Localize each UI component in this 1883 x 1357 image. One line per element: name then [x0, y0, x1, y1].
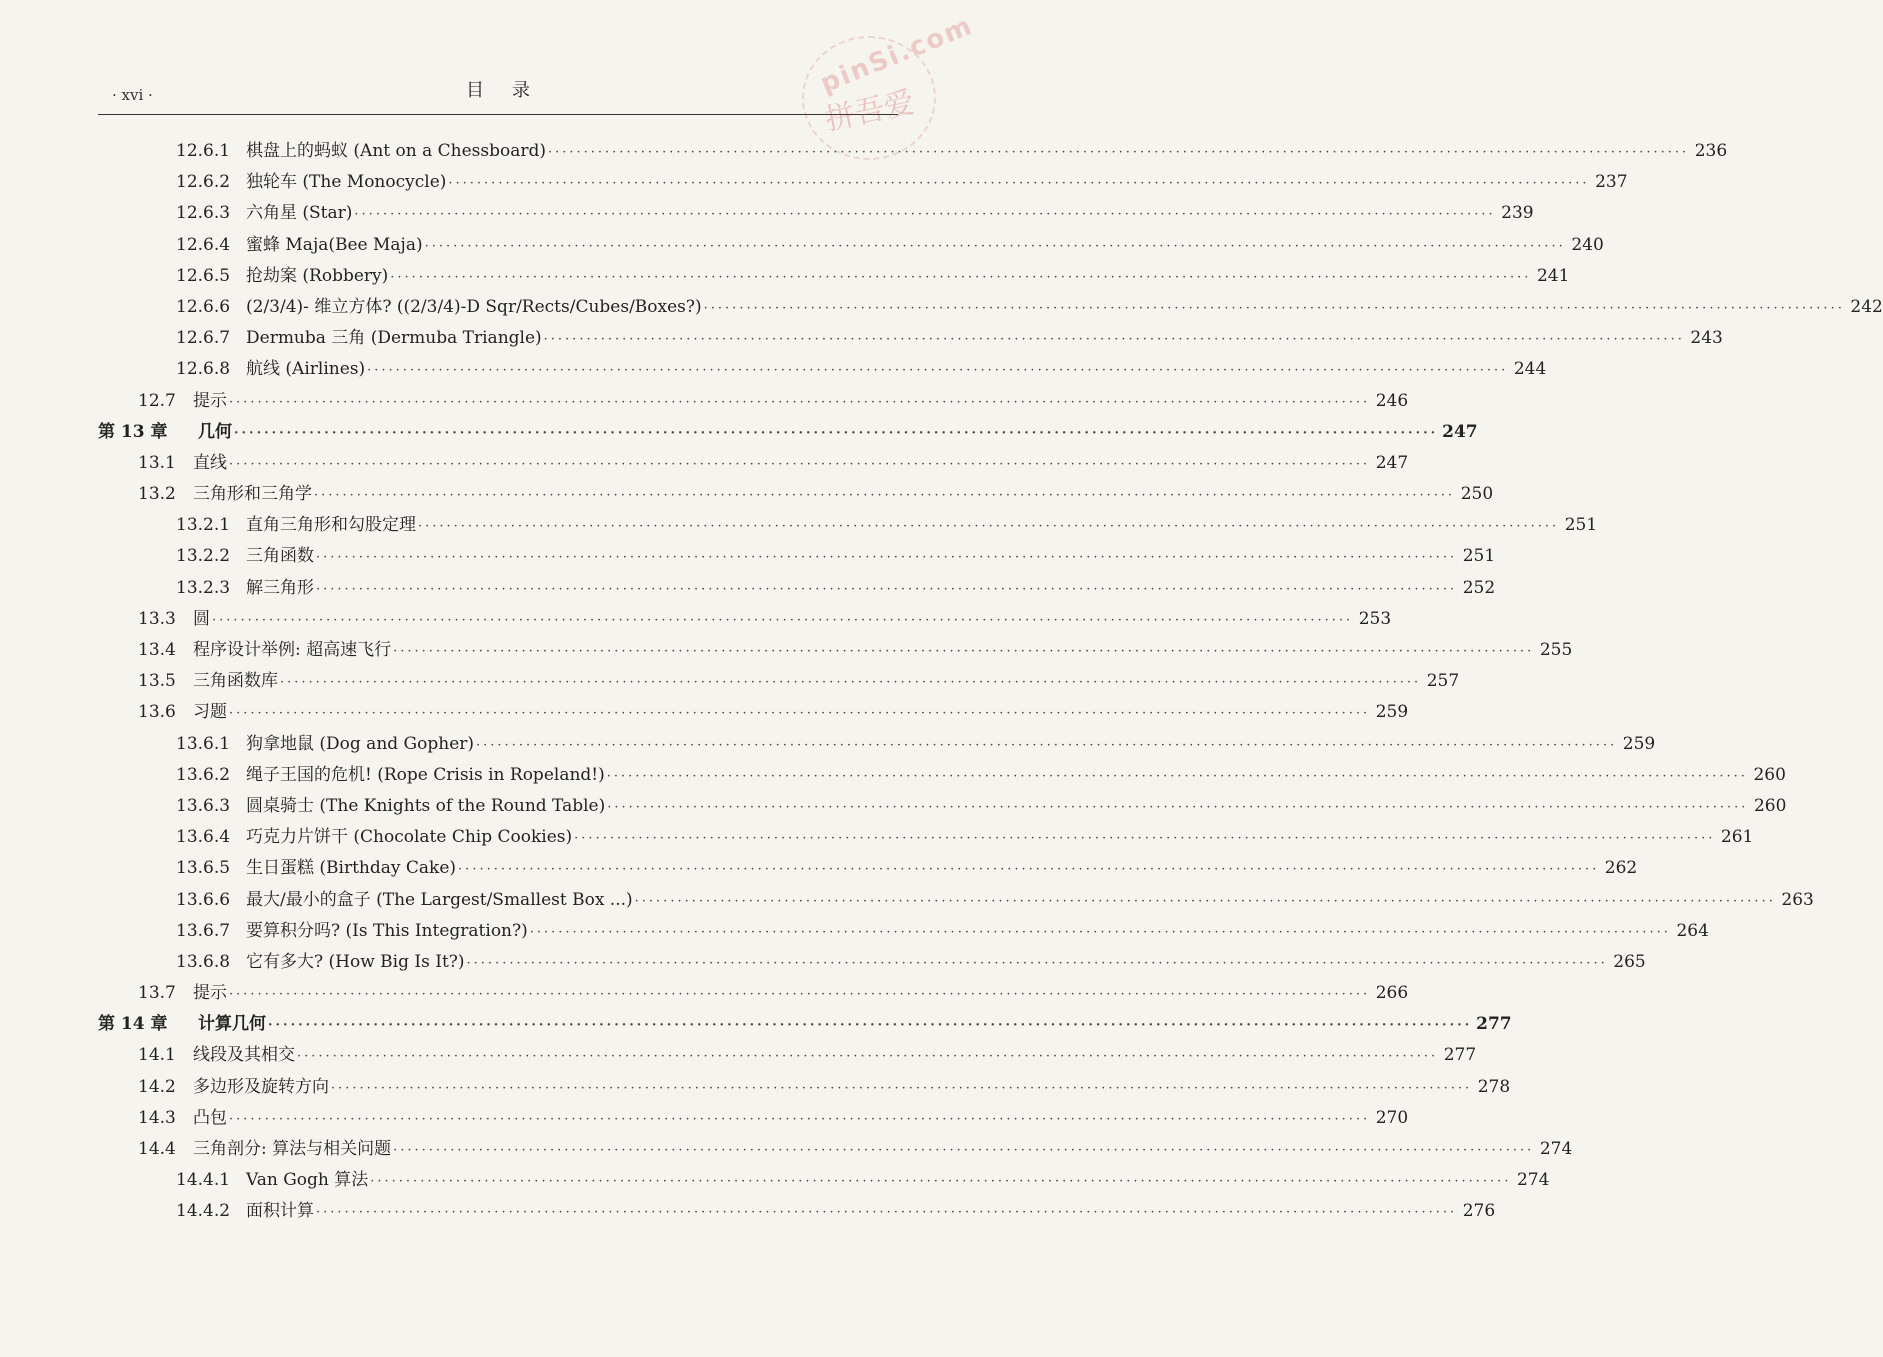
- dot-leader: [393, 1143, 1534, 1158]
- toc-entry-number: 14.4.1: [176, 1170, 231, 1191]
- toc-entry-page: 278: [1477, 1076, 1511, 1097]
- dot-leader: [367, 363, 1508, 378]
- dot-leader: [234, 426, 1438, 441]
- dot-leader: [331, 1081, 1472, 1096]
- toc-entry-section[interactable]: [98, 697, 1409, 728]
- toc-entry-title: 直线: [193, 452, 227, 473]
- toc-entry-page: 259: [1375, 702, 1409, 723]
- toc-entry-page: 246: [1375, 390, 1409, 411]
- toc-entry-number: 13.6.4: [176, 827, 231, 848]
- dot-leader: [467, 956, 1608, 971]
- toc-entry-section[interactable]: [98, 1134, 1573, 1165]
- toc-entry-page: 247: [1375, 452, 1409, 473]
- dot-leader: [704, 301, 1845, 316]
- toc-entry-title: 圆桌骑士 (The Knights of the Round Table): [246, 795, 606, 816]
- toc-entry-page: 236: [1694, 141, 1728, 161]
- toc-entry-title: 六角星 (Star): [246, 203, 353, 224]
- toc-entry-page: 261: [1720, 827, 1754, 848]
- toc-entry-title: 要算积分吗? (Is This Integration?): [246, 920, 528, 941]
- dot-leader: [316, 1205, 1457, 1220]
- toc-entry-page: 242: [1850, 296, 1883, 317]
- toc-entry-page: 265: [1613, 951, 1646, 972]
- toc-entry-number: 第 13 章: [98, 421, 168, 442]
- toc-entry-subsection[interactable]: [98, 853, 1638, 884]
- toc-entry-section[interactable]: [98, 1072, 1511, 1103]
- running-title: 目录: [466, 80, 558, 101]
- watermark-site-text: pinSi.com: [816, 10, 978, 100]
- toc-entry-subsection[interactable]: [98, 947, 1646, 978]
- toc-entry-section[interactable]: [98, 1103, 1409, 1134]
- dot-leader: [229, 1112, 1370, 1127]
- dot-leader: [390, 270, 1531, 285]
- dot-leader: [212, 613, 1353, 628]
- toc-entry-number: 12.6.4: [176, 234, 231, 255]
- toc-entry-section[interactable]: [98, 479, 1494, 510]
- toc-entry-title: 棋盘上的蚂蚁 (Ant on a Chessboard): [246, 141, 546, 161]
- dot-leader: [425, 239, 1566, 254]
- toc-entry-section[interactable]: [98, 978, 1409, 1009]
- toc-entry-number: 14.4.2: [176, 1201, 231, 1222]
- toc-entry-subsection[interactable]: [98, 1165, 1550, 1196]
- toc-entry-subsection[interactable]: [98, 510, 1598, 541]
- toc-entry-title: 抢劫案 (Robbery): [246, 265, 389, 286]
- toc-entry-title: Van Gogh 算法: [246, 1170, 369, 1191]
- toc-entry-number: 13.2: [138, 484, 176, 505]
- toc-entry-number: 13.6.5: [176, 858, 231, 879]
- toc-entry-page: 274: [1516, 1170, 1550, 1191]
- toc-entry-number: 13.6.7: [176, 920, 231, 941]
- dot-leader: [458, 862, 1599, 877]
- toc-entry-section[interactable]: [98, 1040, 1477, 1071]
- watermark-brand-text: 拼吾爱: [822, 84, 918, 138]
- toc-entry-number: 13.2.2: [176, 546, 231, 567]
- toc-entry-number: 13.4: [138, 640, 176, 660]
- dot-leader: [280, 675, 1421, 690]
- toc-entry-title: 航线 (Airlines): [246, 359, 366, 380]
- toc-entry-page: 239: [1501, 203, 1534, 224]
- toc-entry-page: 243: [1690, 328, 1723, 349]
- toc-entry-chapter[interactable]: [98, 1009, 1512, 1040]
- toc-entry-subsection[interactable]: [98, 541, 1496, 572]
- page-number: · xvi ·: [112, 86, 153, 104]
- toc-entry-page: 266: [1375, 983, 1409, 1004]
- toc-entry-page: 270: [1375, 1107, 1409, 1128]
- toc-entry-title: 面积计算: [246, 1201, 314, 1222]
- toc-entry-subsection[interactable]: [98, 916, 1709, 947]
- dot-leader: [635, 894, 1776, 909]
- toc-entry-page: 237: [1595, 172, 1628, 193]
- dot-leader: [229, 987, 1370, 1002]
- toc-entry-title: 提示: [193, 983, 227, 1004]
- toc-entry-number: 13.7: [138, 983, 176, 1004]
- toc-entry-number: 12.6.5: [176, 265, 231, 286]
- toc-entry-page: 252: [1462, 577, 1496, 598]
- dot-leader: [574, 831, 1715, 846]
- dot-leader: [229, 457, 1370, 472]
- dot-leader: [544, 332, 1685, 347]
- toc-entry-page: 251: [1462, 546, 1496, 567]
- toc-entry-page: 274: [1539, 1139, 1573, 1159]
- toc-entry-page: 277: [1443, 1045, 1477, 1066]
- toc-entry-page: 260: [1753, 764, 1786, 785]
- toc-entry-subsection[interactable]: [98, 729, 1656, 760]
- toc-entry-number: 12.6.6: [176, 296, 231, 317]
- toc-entry-title: 线段及其相交: [193, 1045, 295, 1066]
- toc-entry-subsection[interactable]: [98, 822, 1754, 853]
- toc-entry-title: 它有多大? (How Big Is It?): [246, 951, 465, 972]
- table-of-contents: [98, 136, 1883, 1228]
- toc-entry-title: 习题: [193, 702, 227, 723]
- toc-entry-number: 14.3: [138, 1107, 176, 1128]
- toc-entry-page: 251: [1564, 515, 1598, 536]
- toc-entry-subsection[interactable]: [98, 167, 1628, 198]
- toc-entry-title: 三角剖分: 算法与相关问题: [193, 1139, 392, 1159]
- dot-leader: [476, 738, 1617, 753]
- toc-entry-title: 程序设计举例: 超高速飞行: [193, 640, 392, 660]
- toc-entry-number: 12.6.1: [176, 141, 231, 161]
- dot-leader: [393, 644, 1534, 659]
- toc-entry-page: 264: [1676, 920, 1709, 941]
- toc-entry-page: 262: [1604, 858, 1638, 879]
- toc-entry-page: 240: [1571, 234, 1604, 255]
- toc-entry-subsection[interactable]: [98, 573, 1496, 604]
- toc-entry-number: 13.3: [138, 608, 176, 629]
- dot-leader: [418, 519, 1559, 534]
- toc-entry-subsection[interactable]: [98, 323, 1723, 354]
- toc-entry-section[interactable]: [98, 448, 1409, 479]
- toc-entry-page: 250: [1460, 484, 1494, 505]
- toc-entry-title: 蜜蜂 Maja(Bee Maja): [246, 234, 423, 255]
- toc-entry-number: 12.6.3: [176, 203, 231, 224]
- dot-leader: [354, 207, 1495, 222]
- dot-leader: [268, 1018, 1472, 1033]
- toc-entry-number: 13.6.6: [176, 889, 231, 910]
- toc-entry-section[interactable]: [98, 386, 1409, 417]
- toc-entry-title: 圆: [193, 608, 210, 629]
- dot-leader: [229, 395, 1370, 410]
- toc-entry-number: 13.1: [138, 452, 176, 473]
- toc-entry-title: 狗拿地鼠 (Dog and Gopher): [246, 733, 475, 754]
- toc-entry-number: 第 14 章: [98, 1014, 168, 1035]
- dot-leader: [229, 706, 1370, 721]
- toc-entry-section[interactable]: [98, 666, 1460, 697]
- toc-entry-number: 12.7: [138, 390, 176, 411]
- toc-entry-title: (2/3/4)- 维立方体? ((2/3/4)-D Sqr/Rects/Cubes/Boxes?): [246, 296, 702, 317]
- toc-entry-number: 13.6.2: [176, 764, 231, 785]
- toc-entry-title: 三角函数: [246, 546, 314, 567]
- toc-entry-page: 260: [1753, 795, 1787, 816]
- toc-entry-number: 14.1: [138, 1045, 176, 1066]
- toc-entry-title: 最大/最小的盒子 (The Largest/Smallest Box ...): [246, 889, 633, 910]
- toc-entry-number: 12.6.7: [176, 328, 231, 349]
- toc-entry-chapter[interactable]: [98, 417, 1478, 448]
- toc-entry-subsection[interactable]: [98, 230, 1604, 261]
- toc-entry-number: 14.2: [138, 1076, 176, 1097]
- dot-leader: [370, 1174, 1511, 1189]
- toc-entry-section[interactable]: [98, 604, 1392, 635]
- dot-leader: [448, 176, 1589, 191]
- toc-entry-subsection[interactable]: [98, 1196, 1496, 1227]
- toc-entry-number: 13.6.8: [176, 951, 231, 972]
- dot-leader: [530, 925, 1671, 940]
- toc-entry-title: 提示: [193, 390, 227, 411]
- toc-entry-subsection[interactable]: [98, 791, 1787, 822]
- toc-entry-page: 259: [1622, 733, 1656, 754]
- toc-entry-page: 276: [1462, 1201, 1496, 1222]
- dot-leader: [548, 145, 1689, 160]
- toc-entry-title: 直角三角形和勾股定理: [246, 515, 416, 536]
- toc-entry-number: 13.2.3: [176, 577, 231, 598]
- toc-entry-subsection[interactable]: [98, 136, 1728, 167]
- toc-entry-subsection[interactable]: [98, 760, 1786, 791]
- toc-entry-number: 13.6: [138, 702, 176, 723]
- toc-entry-number: 13.5: [138, 671, 176, 692]
- toc-entry-title: 独轮车 (The Monocycle): [246, 172, 447, 193]
- toc-entry-subsection[interactable]: [98, 354, 1547, 385]
- toc-entry-number: 12.6.2: [176, 172, 231, 193]
- toc-entry-page: 253: [1358, 608, 1392, 629]
- toc-entry-title: 凸包: [193, 1107, 227, 1128]
- toc-entry-page: 255: [1539, 640, 1573, 660]
- toc-entry-title: 解三角形: [246, 577, 314, 598]
- toc-entry-title: 几何: [198, 421, 232, 442]
- toc-entry-title: 绳子王国的危机! (Rope Crisis in Ropeland!): [246, 764, 605, 785]
- toc-entry-section[interactable]: [98, 635, 1573, 666]
- toc-entry-title: 巧克力片饼干 (Chocolate Chip Cookies): [246, 827, 573, 848]
- dot-leader: [316, 582, 1457, 597]
- toc-entry-page: 241: [1536, 265, 1570, 286]
- toc-entry-page: 277: [1476, 1014, 1512, 1035]
- toc-entry-number: 14.4: [138, 1139, 176, 1159]
- toc-entry-title: 三角函数库: [193, 671, 278, 692]
- toc-entry-number: 12.6.8: [176, 359, 231, 380]
- toc-entry-number: 13.6.1: [176, 733, 231, 754]
- dot-leader: [316, 550, 1457, 565]
- toc-entry-number: 13.2.1: [176, 515, 231, 536]
- toc-entry-subsection[interactable]: [98, 198, 1534, 229]
- toc-entry-title: 计算几何: [198, 1014, 266, 1035]
- toc-entry-subsection[interactable]: [98, 292, 1883, 323]
- dot-leader: [314, 488, 1455, 503]
- toc-entry-page: 244: [1513, 359, 1547, 380]
- page-header: [98, 70, 898, 115]
- toc-entry-number: 13.6.3: [176, 795, 231, 816]
- toc-entry-page: 263: [1781, 889, 1814, 910]
- toc-entry-subsection[interactable]: [98, 261, 1570, 292]
- toc-entry-title: 生日蛋糕 (Birthday Cake): [246, 858, 457, 879]
- dot-leader: [297, 1049, 1438, 1064]
- toc-entry-title: 多边形及旋转方向: [193, 1076, 329, 1097]
- toc-entry-page: 247: [1442, 421, 1478, 442]
- toc-entry-page: 257: [1426, 671, 1460, 692]
- dot-leader: [607, 800, 1748, 815]
- dot-leader: [607, 769, 1748, 784]
- toc-entry-subsection[interactable]: [98, 885, 1814, 916]
- toc-entry-title: 三角形和三角学: [193, 484, 312, 505]
- toc-entry-title: Dermuba 三角 (Dermuba Triangle): [246, 328, 542, 349]
